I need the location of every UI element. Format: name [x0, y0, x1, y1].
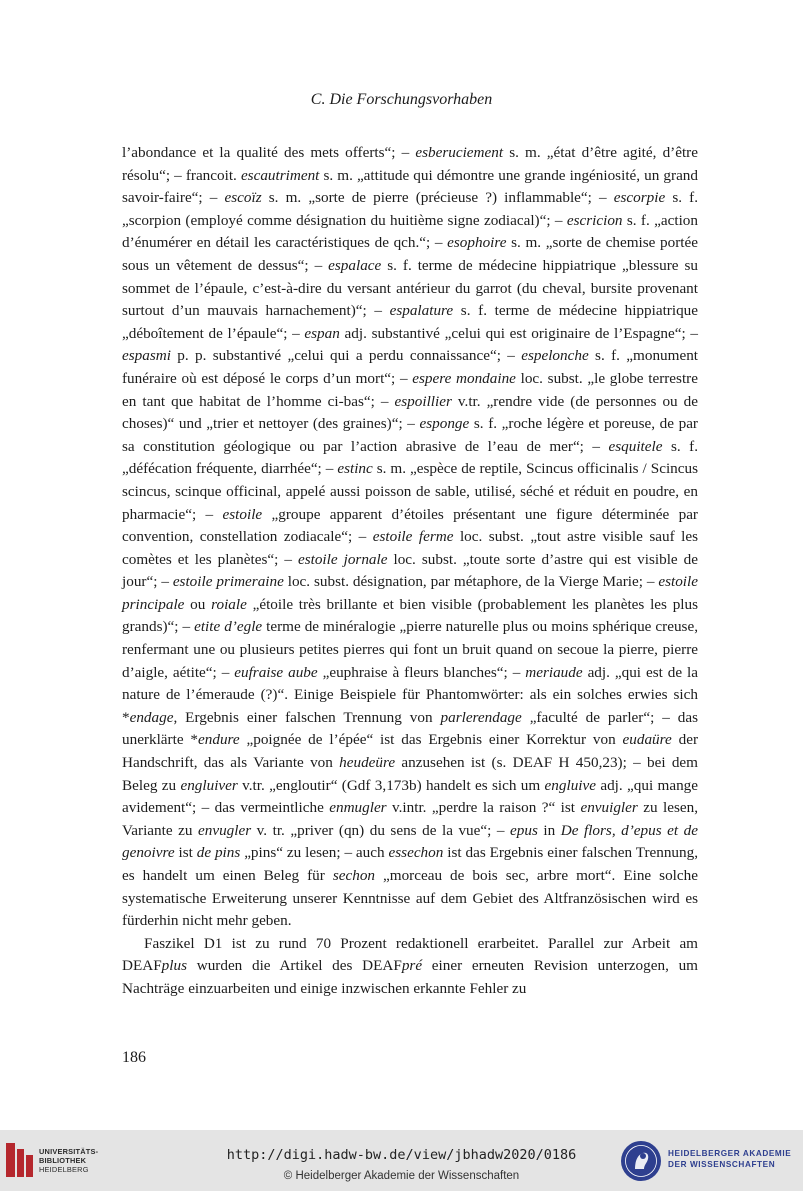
- italic-term: estoile principale: [122, 573, 698, 613]
- page-number: 186: [122, 1049, 146, 1066]
- italic-term: pré: [401, 957, 423, 975]
- italic-term: envugler: [198, 821, 252, 839]
- italic-term: espere mondaine: [412, 369, 516, 387]
- academy-name: HEIDELBERGER AKADEMIE DER WISSENSCHAFTEN: [668, 1149, 792, 1169]
- italic-term: esberuciement: [415, 144, 504, 161]
- body-text: [122, 142, 698, 1001]
- italic-term: estoile: [222, 505, 263, 523]
- italic-term: escautriment: [240, 166, 320, 184]
- italic-term: roiale: [211, 595, 247, 613]
- permalink-url[interactable]: http://digi.hadw-bw.de/view/jbhadw2020/0186: [226, 1147, 577, 1163]
- italic-term: meriaude: [525, 663, 583, 681]
- italic-term: engluive: [544, 776, 596, 794]
- copyright-notice: © Heidelberger Akademie der Wissenschaften: [283, 1170, 520, 1182]
- footer-bar: [0, 1130, 803, 1191]
- italic-term: heudeüre: [339, 754, 396, 772]
- italic-term: espelonche: [521, 347, 589, 365]
- italic-term: sechon: [332, 867, 376, 884]
- italic-term: esophoire: [447, 234, 507, 252]
- italic-term: eudaüre: [622, 731, 672, 749]
- italic-term: eufraise aube: [234, 663, 318, 681]
- italic-term: endure: [198, 731, 240, 749]
- italic-term: plus: [161, 957, 187, 975]
- italic-term: epus: [510, 821, 538, 839]
- italic-term: endage: [129, 708, 174, 726]
- italic-term: essechon: [388, 844, 444, 862]
- italic-term: esquitele: [608, 437, 663, 455]
- italic-term: etite d’egle: [194, 618, 263, 636]
- italic-term: esponge: [419, 415, 470, 433]
- running-head: C. Die Forschungsvorhaben: [310, 91, 493, 108]
- italic-term: enmugler: [329, 799, 387, 817]
- italic-term: escricion: [566, 211, 623, 229]
- italic-term: parlerendage: [440, 708, 522, 726]
- italic-term: de pins: [196, 844, 241, 862]
- university-library-name: UNIVERSITÄTS- BIBLIOTHEK HEIDELBERG: [39, 1147, 99, 1174]
- italic-term: espan: [304, 324, 340, 342]
- italic-term: espasmi: [122, 347, 171, 365]
- italic-term: espalace: [328, 256, 382, 274]
- italic-term: espoillier: [394, 392, 452, 410]
- italic-term: De flors, d’epus et de genoivre: [122, 821, 698, 862]
- academy-seal-icon[interactable]: [620, 1140, 662, 1182]
- italic-term: estinc: [337, 460, 373, 478]
- paragraph-2: Faszikel D1 ist zu rund 70 Prozent redaktionell erarbeitet. Parallel zur Arbeit am DEAFplus wurden die Artikel des DEAFpré einer erneuten Revision unterzogen, um Nachträge einzuarbeiten und einige inzwischen erkannte Fehler zu: [122, 934, 698, 997]
- italic-term: envuigler: [580, 799, 638, 817]
- italic-term: escoïz: [224, 189, 262, 207]
- italic-term: estoile jornale: [297, 550, 388, 568]
- italic-term: engluiver: [180, 776, 238, 794]
- italic-term: escorpie: [613, 189, 666, 207]
- italic-term: espalature: [389, 302, 454, 320]
- italic-term: estoile primeraine: [172, 573, 284, 591]
- paragraph-1: l’abondance et la qualité des mets offerts“; – esberuciement s. m. „état d’être agité, d’être résolu“; – francoit. escautriment s. m. „attitude qui démontre une grande ingéniosité, un grand savoir-faire“; – escoïz s. m. „sorte de pierre (précieuse ?) inflammable“; – escorpie s. f. „scorpion (employé comme désignation du huitième signe zodiacal)“; – escricion s. f. „action d’énumérer en détail les caractéristiques de qch.“; – esophoire s. m. „sorte de chemise portée sous un vêtement de dessus“; – espalace s. f. terme de médecine hippiatrique „blessure su sommet de l’épaule, c’est-à-dire du versant antérieur du garrot (du cheval, bursite provenant surtout d’un mauvais harnachement)“; – espalature s. f. terme de médecine hippiatrique „déboîtement de l’épaule“; – espan adj. substantivé „celui qui est originaire de l’Espagne“; – espasmi p. p. substantivé „celui qui a perdu connaissance“; – espelonche s. f. „monument funéraire où est déposé le corps d’un mort“; – espere mondaine loc. subst. „le globe terrestre en tant que habitat de l’homme ci-bas“; – espoillier v.tr. „rendre vide (de personnes ou de choses)“ und „trier et nettoyer (des graines)“; – esponge s. f. „roche légère et poreuse, de par sa constitution géologique ou par l’action abrasive de l’eau de mer“; – esquitele s. f. „défécation fréquente, diarrhée“; – estinc s. m. „espèce de reptile, Scincus officinalis / Scincus scincus, scinque officinal, appelé aussi poisson de sable, utilisé, séché et réduit en poudre, en pharmacie“; – estoile „groupe apparent d’étoiles présentant une figure déterminée par convention, constellation zodiacale“; – estoile ferme loc. subst. „tout astre visible sauf les comètes et les planètes“; – estoile jornale loc. subst. „toute sorte d’astre qui est visible de jour“; – estoile primeraine loc. subst. désignation, par métaphore, de la Vierge Marie; – estoile principale ou roiale „étoile très brillante et bien visible (probablement les planètes les plus grands)“; – etite d’egle terme de minéralogie „pierre naturelle plus ou moins sphérique creuse, renfermant une ou plusieurs petites pierres qui font un bruit quand on secoue la pierre, pierre d’aigle, aétite“; – eufraise aube „euphraise à fleurs blanches“; – meriaude adj. „qui est de la nature de l’émeraude (?)“. Einige Beispiele für Phantomwörter: als ein solches erwies sich *endage, Ergebnis einer falschen Trennung von parlerendage „faculté de parler“; – das unerklärte *endure „poignée de l’épée“ ist das Ergebnis einer Korrektur von eudaüre der Handschrift, das als Variante von heudeüre anzusehen ist (s. DEAF H 450,23); – bei dem Beleg zu engluiver v.tr. „engloutir“ (Gdf 3,173b) handelt es sich um engluive adj. „qui mange avidement“; – das vermeintliche enmugler v.intr. „perdre la raison ?“ ist envuigler zu lesen, Variante zu envugler v. tr. „priver (qn) du sens de la vue“; – epus in De flors, d’epus et de genoivre ist de pins „pins“ zu lesen; – auch essechon ist das Ergebnis einer falschen Trennung, es handelt um einen Beleg für sechon „morceau de bois sec, arbre mort“. Eine solche systematische Erweiterung unserer Kenntnisse auf dem Gebiet des Altfranzösischen wird es fürderhin nicht mehr geben.: [122, 144, 699, 930]
- italic-term: estoile ferme: [372, 528, 454, 546]
